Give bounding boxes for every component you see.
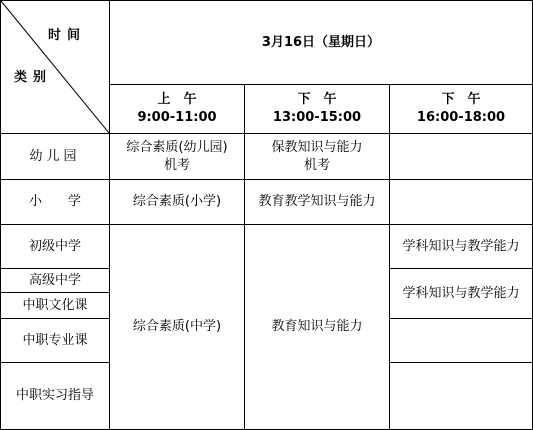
cell-senior-s3-text: 学科知识与教学能力 — [402, 285, 520, 301]
rule-senior-s3-bottom — [390, 318, 533, 319]
row-label-senior-text: 高级中学 — [28, 272, 81, 288]
cell-secondary-s1 — [110, 225, 244, 429]
cell-primary-s2 — [245, 180, 389, 224]
cell-kindergarten-s1 — [110, 134, 244, 179]
cell-primary-s1-text: 综合素质(小学) — [132, 194, 222, 209]
row-label-junior-text: 初级中学 — [28, 238, 81, 254]
session-2-period: 下 午 — [297, 92, 337, 107]
row-label-primary-text: 小 学 — [28, 194, 81, 209]
session-header-1 — [110, 85, 244, 133]
row-label-primary — [1, 180, 109, 224]
session-1-period: 上 午 — [157, 92, 197, 107]
session-header-2 — [245, 85, 389, 133]
cell-secondary-s2 — [245, 225, 389, 429]
cell-primary-s2-text: 教育教学知识与能力 — [258, 194, 376, 209]
session-3-time: 16:00-18:00 — [416, 110, 506, 125]
cell-junior-s3-text: 学科知识与教学能力 — [402, 238, 520, 254]
row-label-voc-major-text: 中职专业课 — [22, 332, 88, 348]
cell-kindergarten-s2 — [245, 134, 389, 179]
cell-kindergarten-s2-line2: 机考 — [303, 157, 330, 173]
row-label-kindergarten-text: 幼儿园 — [29, 148, 81, 164]
row-label-voc-intern-text: 中职实习指导 — [15, 388, 94, 403]
row-label-senior — [1, 269, 109, 292]
session-1-time: 9:00-11:00 — [137, 110, 217, 125]
cell-kindergarten-s2-line1: 保教知识与能力 — [271, 139, 363, 155]
cell-junior-s3 — [390, 225, 532, 268]
row-label-voc-culture-text: 中职文化课 — [22, 297, 88, 313]
rule-voc-major-s3-bottom — [390, 362, 533, 363]
row-label-junior — [1, 225, 109, 268]
row-label-voc-major — [1, 319, 109, 362]
corner-category-label: 类别 — [14, 70, 53, 85]
cell-kindergarten-s1-line1: 综合素质(幼儿园) — [126, 139, 228, 155]
date-header — [110, 1, 532, 84]
cell-secondary-s1-text: 综合素质(中学) — [132, 319, 222, 334]
row-label-voc-culture — [1, 293, 109, 318]
session-header-3 — [390, 85, 532, 133]
cell-primary-s1 — [110, 180, 244, 224]
session-2-time: 13:00-15:00 — [272, 110, 362, 125]
cell-secondary-s2-text: 教育知识与能力 — [271, 319, 363, 334]
date-header-text: 3月16日（星期日） — [261, 34, 381, 50]
row-label-kindergarten — [1, 134, 109, 179]
corner-time-label: 时间 — [48, 28, 87, 43]
row-label-voc-intern — [1, 363, 109, 429]
session-3-period: 下 午 — [441, 92, 481, 107]
cell-kindergarten-s1-line2: 机考 — [163, 157, 190, 173]
cell-senior-s3 — [390, 269, 532, 318]
